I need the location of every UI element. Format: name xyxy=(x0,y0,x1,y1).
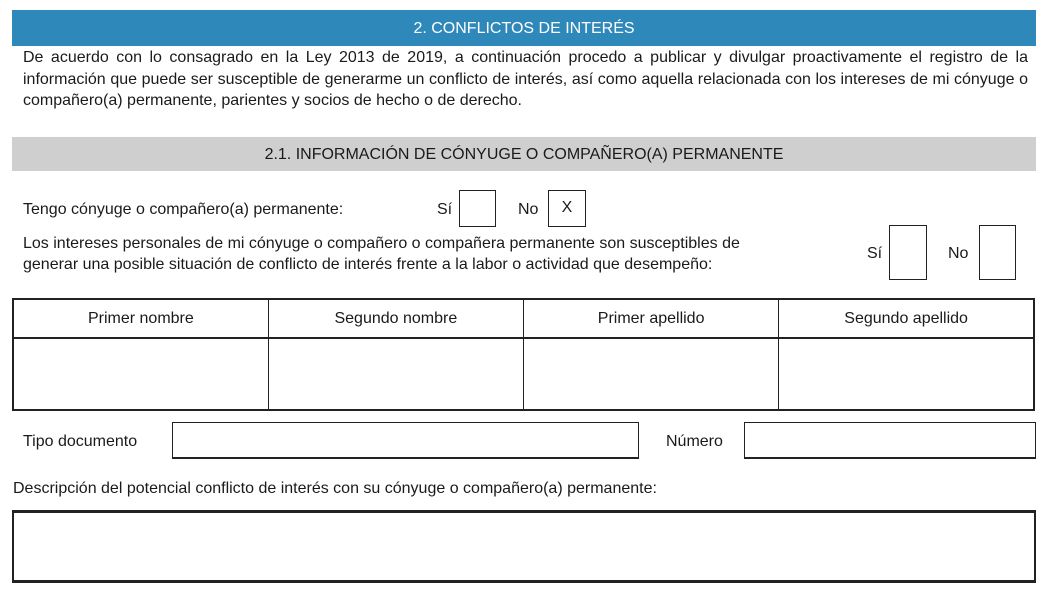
subsection-header: 2.1. INFORMACIÓN DE CÓNYUGE O COMPAÑERO(A) PERMANENTE xyxy=(12,137,1036,171)
interests-question-line2: generar una posible situación de conflicto de interés frente a la labor o actividad que desempeño: xyxy=(23,256,713,273)
spouse-no-checkbox[interactable]: X xyxy=(548,190,586,227)
intro-paragraph: De acuerdo con lo consagrado en la Ley 2013 de 2019, a continuación procedo a publicar y divulgar proactivamente el registro de la información que puede ser susceptible de generarme un conflicto de interés, así como aquella relacionada con los intereses de mi cónyuge o compañero(a) permanente, parientes y socios de hecho o de derecho. xyxy=(23,49,1028,109)
interests-no-label: No xyxy=(948,245,969,262)
interests-question-line1: Los intereses personales de mi cónyuge o compañero o compañera permanente son susceptibles de xyxy=(23,235,740,252)
segundo-nombre-field[interactable] xyxy=(268,338,523,410)
spouse-question-label: Tengo cónyuge o compañero(a) permanente: xyxy=(23,201,344,218)
interests-no-checkbox[interactable] xyxy=(979,225,1016,280)
spouse-yes-label: Sí xyxy=(437,201,453,218)
segundo-apellido-field[interactable] xyxy=(779,338,1034,410)
header-segundo-nombre: Segundo nombre xyxy=(268,299,523,338)
spouse-yes-checkbox[interactable] xyxy=(459,190,496,227)
description-textarea[interactable] xyxy=(12,510,1036,583)
spouse-no-label: No xyxy=(518,201,539,218)
section-header: 2. CONFLICTOS DE INTERÉS xyxy=(12,10,1036,46)
document-type-field[interactable] xyxy=(172,422,639,459)
description-label: Descripción del potencial conflicto de interés con su cónyuge o compañero(a) permanente: xyxy=(13,480,657,497)
interests-yes-label: Sí xyxy=(867,245,883,262)
header-primer-apellido: Primer apellido xyxy=(524,299,779,338)
primer-nombre-field[interactable] xyxy=(13,338,268,410)
table-row xyxy=(13,338,1034,410)
document-number-label: Número xyxy=(666,433,723,450)
interests-yes-checkbox[interactable] xyxy=(889,225,927,280)
document-type-label: Tipo documento xyxy=(23,433,138,450)
primer-apellido-field[interactable] xyxy=(524,338,779,410)
document-number-field[interactable] xyxy=(744,422,1036,459)
header-primer-nombre: Primer nombre xyxy=(13,299,268,338)
header-segundo-apellido: Segundo apellido xyxy=(779,299,1034,338)
names-table xyxy=(12,298,1035,411)
names-table-header-row xyxy=(13,299,1034,338)
